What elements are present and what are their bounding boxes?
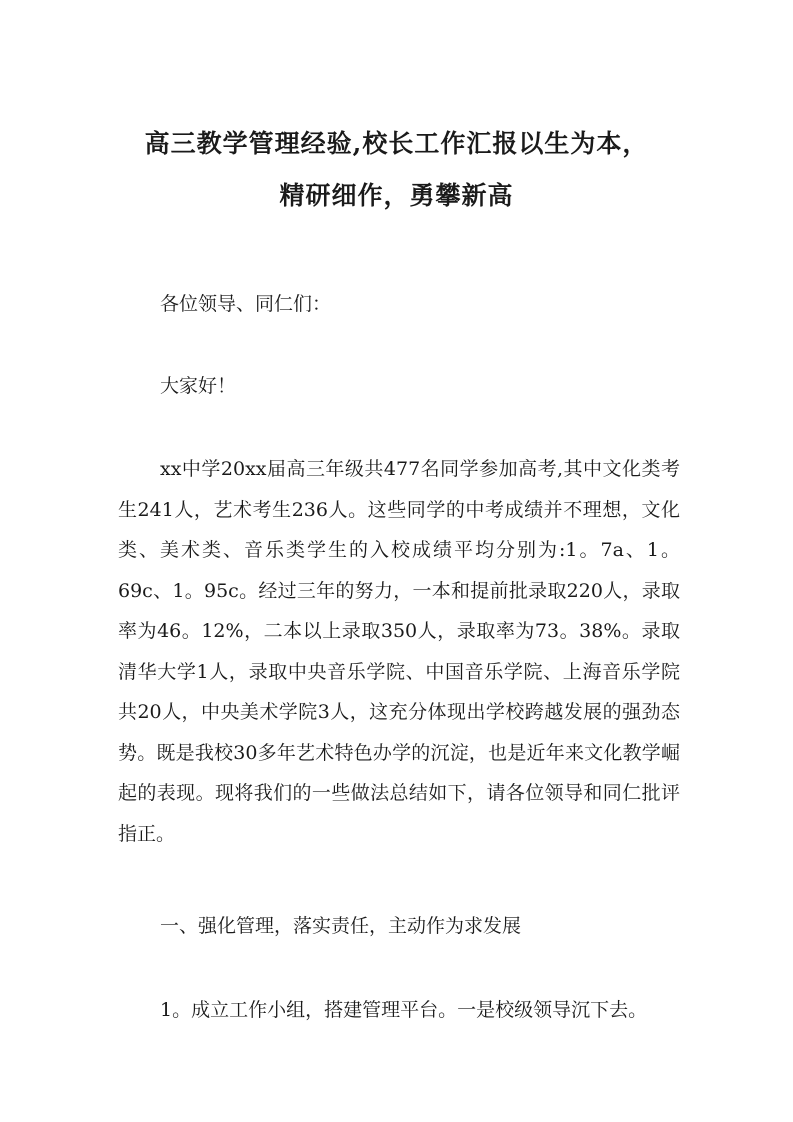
body-paragraph-results: xx中学20xx届高三年级共477名同学参加高考,其中文化类考生241人，艺术考生236人。这些同学的中考成绩并不理想，文化类、美术类、音乐类学生的入校成绩平均分别为:1。7a、1。69c、1。95c。经过三年的努力，一本和提前批录取220人，录取率为46。12%，二本以上录取350人，录取率为73。38%。录取清华大学1人，录取中央音乐学院、中国音乐学院、上海音乐学院共20人，中央美术学院3人，这充分体现出学校跨越发展的强劲态势。既是我校30多年艺术特色办学的沉淀，也是近年来文化教学崛起的表现。现将我们的一些做法总结如下，请各位领导和同仁批评指正。	[118, 458, 680, 845]
salutation: 各位领导、同仁们：	[160, 293, 332, 315]
section-heading-1: 一、强化管理，落实责任，主动作为求发展	[160, 915, 522, 937]
title-line-2: 精研细作，勇攀新高	[279, 181, 514, 210]
greeting: 大家好！	[160, 375, 237, 397]
document-title	[100, 118, 693, 222]
title-line-1: 高三教学管理经验,校长工作汇报以生为本，	[144, 129, 649, 158]
body-paragraph-item-1: 1。成立工作小组，搭建管理平台。一是校级领导沉下去。	[160, 999, 648, 1021]
